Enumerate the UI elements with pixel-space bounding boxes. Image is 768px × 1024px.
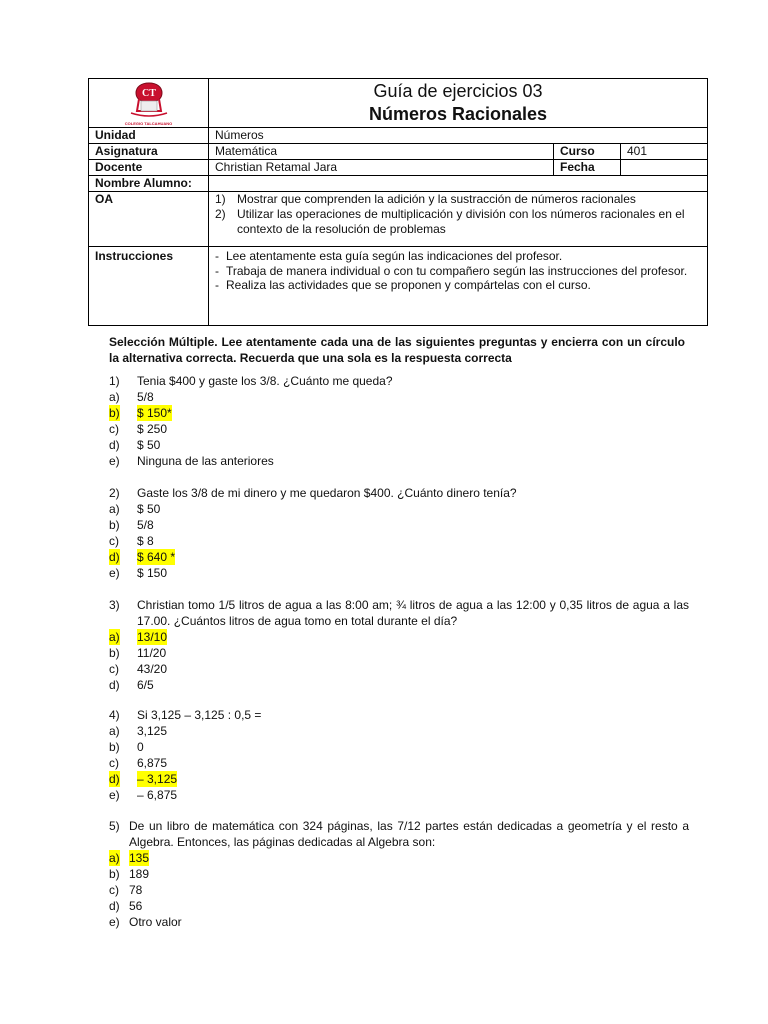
option-letter: a) [109,724,120,738]
option-d[interactable] [109,549,689,565]
oa-cell [209,192,708,247]
asignatura-value: Matemática [209,144,554,160]
option-letter: c) [109,422,119,436]
option-text: 189 [129,867,150,881]
question-stem [109,485,689,501]
option-text: $ 150 [137,566,168,580]
oa-item-number: 1) [215,192,226,206]
option-text: – 6,875 [137,788,178,802]
option-a[interactable] [109,629,689,645]
school-logo [117,81,181,127]
option-letter: b) [109,867,120,881]
question-5 [109,818,689,930]
option-text: 135 [129,851,150,865]
question-4 [109,707,689,803]
instruccion-text: Lee atentamente esta guía según las indicaciones del profesor. [226,249,563,263]
option-letter: e) [109,454,120,468]
option-c[interactable] [109,755,689,771]
question-2 [109,485,689,581]
guide-title: Guía de ejercicios 03 [373,81,543,101]
oa-item-text: Mostrar que comprenden la adición y la sustracción de números racionales [237,192,636,206]
question-text: De un libro de matemática con 324 páginas, las 7/12 partes están dedicadas a geometría y el resto a Algebra. Entonces, las páginas dedicadas al Algebra son: [129,819,689,849]
instruccion-item: - Lee atentamente esta guía según las indicaciones del profesor. [215,249,563,263]
option-c[interactable] [109,661,689,677]
option-letter: c) [109,883,119,897]
option-text: 3,125 [137,724,168,738]
option-letter: a) [109,502,120,516]
question-3 [109,597,689,693]
option-e[interactable] [109,565,689,581]
logo-caption: COLEGIO TALCAHUANO [124,120,173,126]
option-b[interactable] [109,405,689,421]
question-text: Gaste los 3/8 de mi dinero y me quedaron $400. ¿Cuánto dinero tenía? [137,486,517,500]
question-stem [109,597,689,629]
option-a[interactable] [109,850,689,866]
option-letter: b) [109,740,120,754]
option-letter: a) [109,630,120,644]
oa-list [215,192,701,237]
question-number: 5) [109,819,120,833]
option-text: 0 [137,740,144,754]
option-letter: b) [109,518,120,532]
option-text: – 3,125 [137,772,178,786]
instrucciones-cell [209,247,708,326]
option-letter: d) [109,772,120,786]
oa-item-text: Utilizar las operaciones de multiplicación y división con los números racionales en el contexto de la resolución de problemas [237,207,685,236]
option-text: 5/8 [137,518,154,532]
option-text: Ninguna de las anteriores [137,454,274,468]
question-number: 4) [109,708,120,722]
oa-item [215,207,701,237]
option-b[interactable] [109,517,689,533]
option-text: $ 8 [137,534,154,548]
instruccion-text: Trabaja de manera individual o con tu compañero según las instrucciones del profesor. [226,263,688,278]
option-d[interactable] [109,771,689,787]
instructions-paragraph: Selección Múltiple. Lee atentamente cada una de las siguientes preguntas y encierra con un círculo la alternativa correcta. Recuerda que una sola es la respuesta correcta [109,335,685,365]
option-b[interactable] [109,866,689,882]
option-letter: c) [109,662,119,676]
option-letter: d) [109,550,120,564]
option-e[interactable] [109,453,689,469]
question-stem [109,818,689,850]
option-letter: b) [109,406,120,420]
instrucciones-list [215,249,701,293]
option-text: Otro valor [129,915,182,929]
option-letter: d) [109,438,120,452]
option-text: $ 50 [137,502,161,516]
option-e[interactable] [109,787,689,803]
option-text: 56 [129,899,143,913]
fecha-label: Fecha [554,160,621,176]
curso-value[interactable]: 401 [621,144,708,160]
docente-value: Christian Retamal Jara [209,160,554,176]
option-a[interactable] [109,501,689,517]
option-d[interactable] [109,437,689,453]
option-c[interactable] [109,533,689,549]
option-text: $ 50 [137,438,161,452]
instrucciones-label: Instrucciones [89,247,209,326]
question-stem [109,707,689,723]
guide-subtitle: Números Racionales [368,104,548,124]
option-text: 78 [129,883,143,897]
option-text: 6/5 [137,678,154,692]
option-letter: d) [109,899,120,913]
option-text: 13/10 [137,630,168,644]
option-letter: e) [109,788,120,802]
curso-label: Curso [554,144,621,160]
option-text: $ 250 [137,422,168,436]
option-c[interactable] [109,882,689,898]
question-stem [109,373,689,389]
option-e[interactable] [109,914,689,930]
header-table [88,78,708,326]
option-a[interactable] [109,389,689,405]
fecha-value[interactable] [621,160,708,176]
alumno-field[interactable] [209,176,708,192]
svg-text:CT: CT [141,87,156,99]
instruccion-text: Realiza las actividades que se proponen y compártelas con el curso. [226,278,591,292]
option-d[interactable] [109,677,689,693]
question-number: 2) [109,486,120,500]
instruccion-item: - Trabaja de manera individual o con tu compañero según las instrucciones del profesor. [215,263,688,278]
option-letter: b) [109,646,120,660]
question-number: 3) [109,598,120,612]
option-b[interactable] [109,739,689,755]
question-text: Si 3,125 – 3,125 : 0,5 = [137,708,262,722]
oa-item [215,192,701,207]
alumno-label: Nombre Alumno: [89,176,209,192]
docente-label: Docente [89,160,209,176]
option-text: 5/8 [137,390,154,404]
question-1 [109,373,689,469]
option-letter: e) [109,915,120,929]
option-letter: e) [109,566,120,580]
asignatura-label: Asignatura [89,144,209,160]
option-text: $ 640 * [137,550,176,564]
option-text: 11/20 [137,646,167,660]
oa-label: OA [89,192,209,247]
option-letter: a) [109,390,120,404]
option-letter: c) [109,534,119,548]
question-number: 1) [109,374,120,388]
option-b[interactable] [109,645,689,661]
option-text: 43/20 [137,662,168,676]
title-cell [209,79,708,128]
option-letter: d) [109,678,120,692]
question-text: Christian tomo 1/5 litros de agua a las 8:00 am; ¾ litros de agua a las 12:00 y 0,35 litros de agua a las 17.00. ¿Cuántos litros de agua tomo en total durante el día? [137,598,689,628]
logo-cell [89,79,209,128]
option-d[interactable] [109,898,689,914]
option-letter: a) [109,851,120,865]
unidad-value: Números [209,128,708,144]
option-letter: c) [109,756,119,770]
question-text: Tenia $400 y gaste los 3/8. ¿Cuánto me queda? [137,374,393,388]
option-text: 6,875 [137,756,168,770]
option-c[interactable] [109,421,689,437]
option-a[interactable] [109,723,689,739]
option-text: $ 150* [137,406,172,420]
oa-item-number: 2) [215,207,226,221]
unidad-label: Unidad [89,128,209,144]
instruccion-item: - Realiza las actividades que se proponen y compártelas con el curso. [215,278,591,292]
